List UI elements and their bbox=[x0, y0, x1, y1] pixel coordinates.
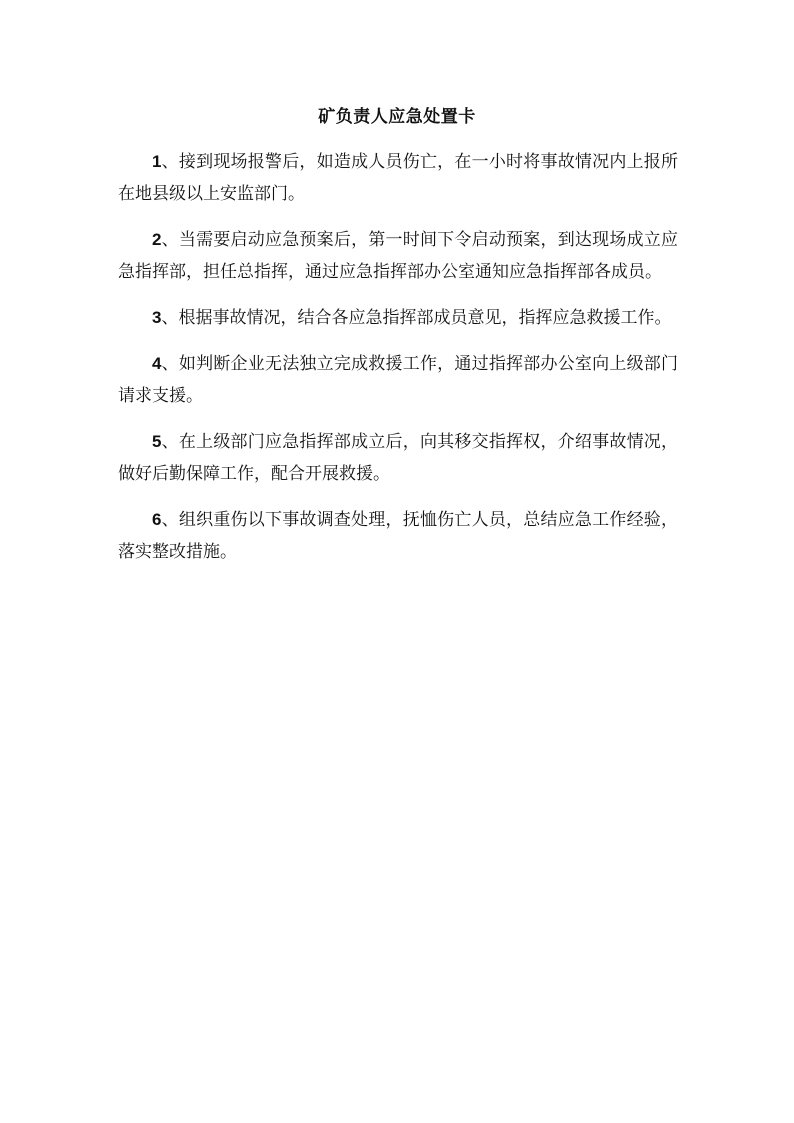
list-item bbox=[118, 224, 678, 288]
list-item bbox=[118, 504, 678, 568]
item-number: 6 bbox=[152, 510, 162, 529]
item-number: 2 bbox=[152, 230, 162, 249]
item-text: 、接到现场报警后，如造成人员伤亡，在一小时将事故情况内上报所在地县级以上安监部门。 bbox=[118, 152, 678, 204]
item-number: 3 bbox=[152, 308, 162, 327]
item-text: 、根据事故情况，结合各应急指挥部成员意见，指挥应急救援工作。 bbox=[161, 308, 672, 328]
list-item bbox=[118, 302, 678, 334]
list-item bbox=[118, 348, 678, 412]
item-number: 1 bbox=[152, 152, 162, 171]
document-title: 矿负责人应急处置卡 bbox=[318, 107, 476, 127]
item-text: 、当需要启动应急预案后，第一时间下令启动预案，到达现场成立应急指挥部，担任总指挥，通过应急指挥部办公室通知应急指挥部各成员。 bbox=[118, 230, 678, 282]
item-number: 5 bbox=[152, 432, 162, 451]
document-body bbox=[118, 146, 678, 582]
list-item bbox=[118, 426, 678, 490]
item-text: 、在上级部门应急指挥部成立后，向其移交指挥权，介绍事故情况，做好后勤保障工作，配合开展救援。 bbox=[118, 432, 678, 484]
list-item bbox=[118, 146, 678, 210]
item-text: 、如判断企业无法独立完成救援工作，通过指挥部办公室向上级部门请求支援。 bbox=[118, 354, 678, 406]
item-text: 、组织重伤以下事故调查处理，抚恤伤亡人员，总结应急工作经验，落实整改措施。 bbox=[118, 510, 678, 562]
item-number: 4 bbox=[152, 354, 162, 373]
